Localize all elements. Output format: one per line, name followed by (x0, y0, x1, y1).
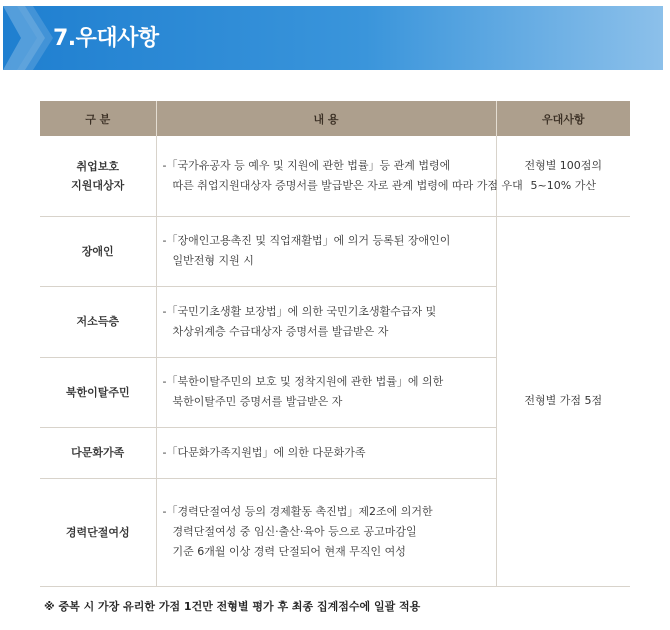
column-header-preference: 우대사항 (496, 101, 630, 136)
column-header-content: 내 용 (156, 101, 496, 136)
category-label: 지원대상자 (71, 178, 125, 192)
category-cell (40, 357, 156, 427)
category-label: 북한이탈주민 (65, 385, 130, 399)
content-line: 북한이탈주민 증명서를 발급받은 자 (172, 395, 343, 408)
content-line: -「장애인고용촉진 및 직업재활법」에 의거 등록된 장애인이 (162, 234, 451, 247)
content-cell (156, 136, 523, 216)
section-title: 7.우대사항 (53, 26, 159, 51)
preference-line: 전형별 100점의 (524, 158, 603, 172)
content-line: -「경력단절여성 등의 경제활동 촉진법」제2조에 의거한 (162, 505, 433, 518)
category-cell (40, 478, 156, 586)
content-line: 일반전형 지원 시 (172, 254, 254, 267)
preference-table (40, 101, 630, 587)
category-label: 장애인 (81, 244, 114, 258)
category-label: 경력단절여성 (65, 525, 130, 539)
content-line: -「북한이탈주민의 보호 및 정착지원에 관한 법률」에 의한 (162, 375, 444, 388)
table-header-row (40, 101, 630, 136)
category-cell (40, 216, 156, 286)
content-line: -「국가유공자 등 예우 및 지원에 관한 법률」등 관계 법령에 (162, 158, 451, 172)
preference-line: 5~10% 가산 (530, 178, 596, 192)
footnote: ※ 중복 시 가장 유리한 가점 1건만 전형별 평가 후 최종 집계점수에 일괄 적용 (44, 600, 421, 613)
content-line: 경력단절여성 중 임신·출산·육아 등으로 공고마감일 (172, 525, 417, 538)
content-cell (156, 478, 496, 586)
content-cell (156, 357, 496, 427)
category-cell (40, 427, 156, 478)
category-cell (40, 136, 156, 216)
column-header-category: 구 분 (40, 101, 156, 136)
content-line: 따른 취업지원대상자 증명서를 발급받은 자로 관계 법령에 따라 가점 우대 (172, 178, 523, 192)
category-label: 다문화가족 (71, 446, 125, 459)
category-label: 취업보호 (76, 159, 119, 173)
content-cell (156, 427, 496, 478)
preference-line: 전형별 가점 5점 (524, 394, 603, 407)
preference-cell-shared (496, 216, 630, 586)
content-line: 차상위계층 수급대상자 증명서를 발급받은 자 (172, 324, 389, 338)
content-line: -「다문화가족지원법」에 의한 다문화가족 (162, 445, 366, 459)
table-row (40, 216, 630, 286)
category-cell (40, 286, 156, 357)
category-label: 저소득층 (76, 315, 119, 328)
content-cell (156, 286, 496, 357)
content-cell (156, 216, 496, 286)
content-line: 기준 6개월 이상 경력 단절되어 현재 무직인 여성 (172, 545, 406, 558)
content-line: -「국민기초생활 보장법」에 의한 국민기초생활수급자 및 (162, 304, 437, 318)
table-row (40, 136, 630, 216)
preference-cell (496, 136, 630, 216)
section-banner (3, 6, 663, 70)
